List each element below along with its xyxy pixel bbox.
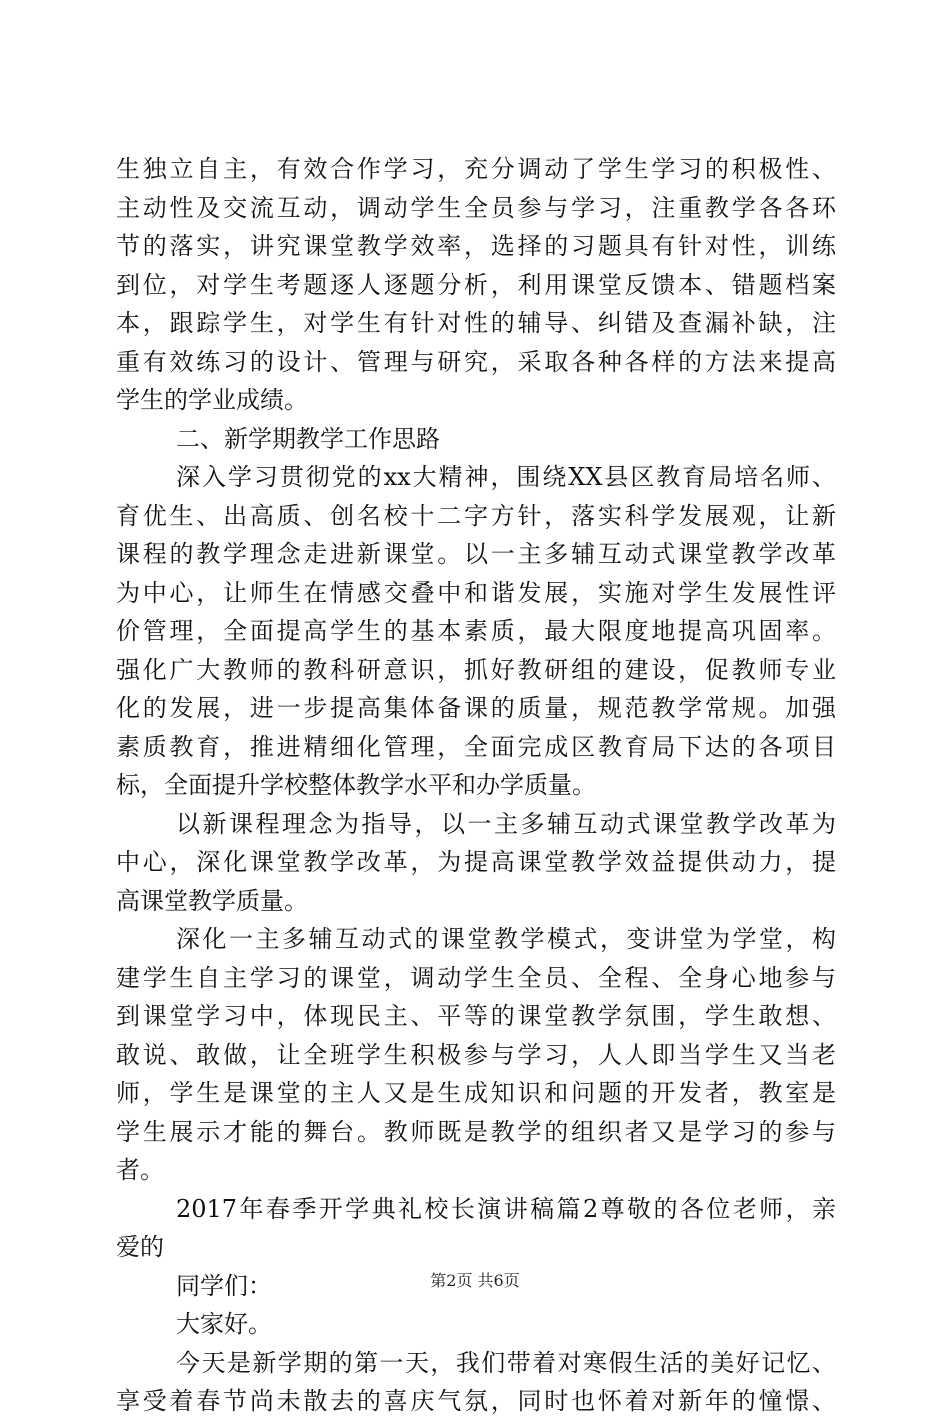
- text-line: 今天是新学期的第一天，我们带着对寒假生活的美好记忆、: [176, 1348, 836, 1377]
- text-line: 建学生自主学习的课堂，调动学生全员、全程、全身心地参与: [116, 963, 836, 992]
- text-line: 师，学生是课堂的主人又是生成知识和问题的开发者，教室是: [116, 1079, 836, 1107]
- text-line: 学生的学业成绩。: [116, 386, 308, 414]
- text-line: 节的落实，讲究课堂教学效率，选择的习题具有针对性，训练: [116, 232, 836, 260]
- text-line: 价管理，全面提高学生的基本素质，最大限度地提高巩固率。: [116, 617, 836, 645]
- text-line: 中心，深化课堂教学改革，为提高课堂教学效益提供动力，提: [116, 848, 836, 876]
- document-body: [116, 150, 836, 1421]
- text-line: 课程的教学理念走进新课堂。以一主多辅互动式课堂教学改革: [116, 540, 836, 568]
- text-line: 大家好。: [176, 1310, 272, 1338]
- text-line: 深入学习贯彻党的xx大精神，围绕XX县区教育局培名师、: [176, 463, 836, 491]
- text-line: 标，全面提升学校整体教学水平和办学质量。: [116, 771, 596, 799]
- text-line: 重有效练习的设计、管理与研究，采取各种各样的方法来提高: [116, 347, 836, 376]
- text-line: 本，跟踪学生，对学生有针对性的辅导、纠错及查漏补缺，注: [116, 309, 836, 337]
- text-line: 素质教育，推进精细化管理，全面完成区教育局下达的各项目: [116, 732, 836, 761]
- text-line: 2017年春季开学典礼校长演讲稿篇2尊敬的各位老师，亲: [176, 1194, 836, 1223]
- text-line: 强化广大教师的教科研意识，抓好教研组的建设，促教师专业: [116, 655, 836, 684]
- text-line: 敢说、敢做，让全班学生积极参与学习，人人即当学生又当老: [116, 1040, 836, 1069]
- text-line: 生独立自主，有效合作学习，充分调动了学生学习的积极性、: [116, 155, 836, 183]
- text-line: 同学们：: [176, 1271, 272, 1300]
- page-footer: 第2页 共6页: [430, 1271, 520, 1290]
- text-line: 者。: [116, 1156, 164, 1184]
- text-line: 到课堂学习中，体现民主、平等的课堂教学氛围，学生敢想、: [116, 1002, 836, 1030]
- text-line: 爱的: [116, 1233, 164, 1261]
- text-line: 育优生、出高质、创名校十二字方针，落实科学发展观，让新: [116, 501, 836, 530]
- text-line: 以新课程理念为指导，以一主多辅互动式课堂教学改革为: [176, 809, 836, 838]
- text-line: 二、新学期教学工作思路: [176, 424, 440, 453]
- text-line: 享受着春节尚未散去的喜庆气氛，同时也怀着对新年的憧憬、: [116, 1387, 836, 1415]
- text-line: 为中心，让师生在情感交叠中和谐发展，实施对学生发展性评: [116, 578, 836, 607]
- text-line: 学生展示才能的舞台。教师既是教学的组织者又是学习的参与: [116, 1117, 836, 1146]
- text-line: 深化一主多辅互动式的课堂教学模式，变讲堂为学堂，构: [176, 925, 836, 953]
- text-line: 高课堂教学质量。: [116, 886, 308, 915]
- text-line: 化的发展，进一步提高集体备课的质量，规范教学常规。加强: [116, 694, 836, 722]
- text-line: 到位，对学生考题逐人逐题分析，利用课堂反馈本、错题档案: [116, 270, 836, 299]
- text-line: 主动性及交流互动，调动学生全员参与学习，注重教学各各环: [116, 193, 836, 222]
